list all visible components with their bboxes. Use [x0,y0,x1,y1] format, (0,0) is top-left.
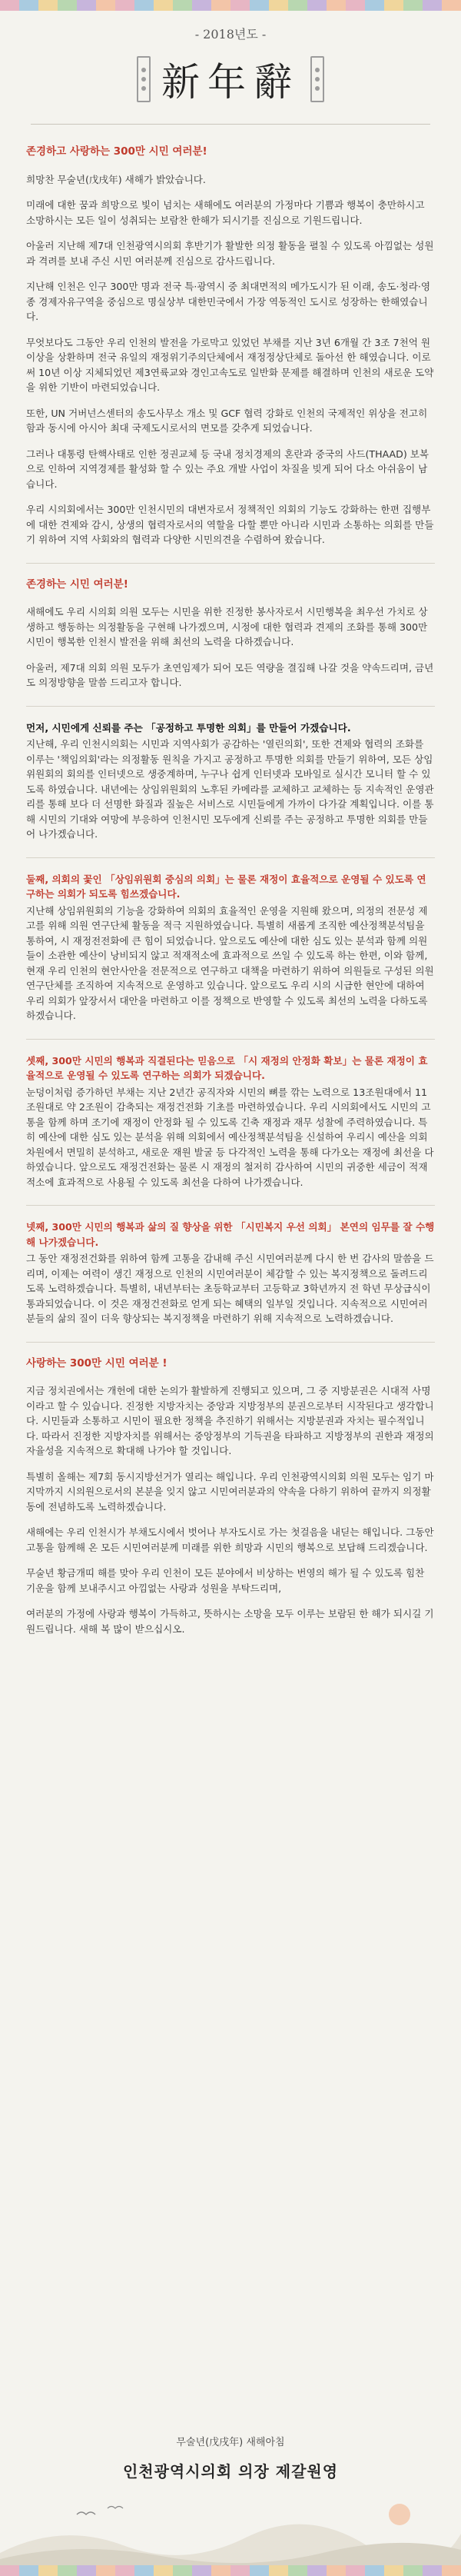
signature-name: 인천광역시의회 의장 제갈원영 [122,2462,339,2481]
section-divider [26,1205,435,1206]
section-heading-3: 셋째, 300만 시민의 행복과 직결된다는 믿음으로 「시 재정의 안정화 확보」는 물론 재정이 효율적으로 운영될 수 있도록 연구하는 의회가 되겠습니다. [26,1054,428,1081]
page-header [0,17,461,132]
intro-paragraph: 아울러 지난해 제7대 인천광역시의회 후반기가 활발한 의정 활동을 펼칠 수 있도록 아낌없는 성원과 격려를 보내 주신 시민 여러분께 진심으로 감사드립니다. [26,240,434,267]
salutation-2: 존경하는 시민 여러분! [26,577,128,591]
section-divider [26,1039,435,1040]
top-color-band [0,0,461,11]
mid-paragraph: 아울러, 제7대 의회 의원 모두가 초연임제가 되어 모든 역량을 결집해 나갈 것을 약속드리며, 금년도 의정방향을 말씀 드리고자 합니다. [26,661,434,688]
page-title: 新年辭 [161,60,300,105]
section-heading-1: 먼저, 시민에게 신뢰를 주는 「공정하고 투명한 의회」를 만들어 가겠습니다. [26,721,351,734]
section-divider [26,1342,435,1343]
section-text-2: 지난해 상임위원회의 기능을 강화하여 의회의 효율적인 운영을 지원해 왔으며, 의정의 전문성 제고를 위해 의원 연구단체 활동을 적극 지원하였습니다. 특별히 새롭게 조직한 예산정책분석팀을 통하여, 시 재정전전화에 큰 힘이 되었습니다. 앞으로도 예산에 대한 심도 있는 분석과 함께 의원들이 소관한 예산이 낭비되지 않고 적재적소에 효과적으로 쓰일 수 있도록 하는 한편, 이와 함께, 현재 우리 인천의 현안사안을 전문적으로 연구하고 대책을 마련하기 위하여 의원들로 구성된 의원연구단체를 조직하여 지속적으로 운영하고 있습니다. 앞으로도 우리 시의 시급한 현안에 대하여 우리 의회가 앞장서서 대안을 마련하고 이를 정책으로 반영할 수 있도록 최선의 노력을 다하도록 하겠습니다. [26,904,434,1021]
section-divider [26,706,435,707]
address-body [26,145,435,1647]
section-divider [26,857,435,858]
title-row [0,52,461,107]
year-label: - 2018년도 - [194,27,267,42]
intro-paragraph: 희망찬 무술년(戊戌年) 새해가 밝았습니다. [26,173,206,185]
closing-paragraph: 특별히 올해는 제7회 동시지방선거가 열리는 해입니다. 우리 인천광역시의회 의원 모두는 임기 마지막까지 시의원으로서의 본분을 잊지 않고 시민여러분과의 약속을 다하기 위하여 끝까지 의정활동에 전념하도록 노력하겠습니다. [26,1470,434,1513]
section-divider [26,563,435,564]
intro-paragraph: 지난해 인천은 인구 300만 명과 전국 특·광역시 중 최대면적의 메가도시가 된 이래, 송도·청라·영종 경제자유구역을 중심으로 명실상부 대한민국에서 가장 역동적인 도시로 성장하는 한해였습니다. [26,281,431,322]
section-heading-4: 넷째, 300만 시민의 행복과 삶의 질 향상을 위한 「시민복지 우선 의회」 본연의 임무를 잘 수행해 나가겠습니다. [26,1221,435,1248]
ornament-right-icon [310,56,324,102]
salutation-3: 사랑하는 300만 시민 여러분 ! [26,1356,167,1370]
bottom-color-band [0,2565,461,2576]
section-text-4: 그 동안 재정전건화를 위하여 함께 고통을 감내해 주신 시민여러분께 다시 한 번 감사의 말씀을 드리며, 이제는 여력이 생긴 재정으로 인천의 시민여러분이 체감할 수 있는 복지정책으로 돌려드리도록 노력하겠습니다. 특별히, 내년부터는 초등학교부터 고등학교 3학년까지 전 학년 무상급식이 통과되었습니다. 이 것은 재정건전화로 얻게 되는 혜택의 일부일 것입니다. 지속적으로 시민여러분들의 삶의 질이 더욱 향상되는 복지정책을 마련하기 위해 지속적으로 노력하겠습니다. [26,1253,434,1324]
section-heading-2: 둘째, 의회의 꽃인 「상임위원회 중심의 의회」는 물론 재정이 효율적으로 운영될 수 있도록 연구하는 의회가 되도록 힘쓰겠습니다. [26,873,426,900]
intro-paragraph: 그러나 대통령 탄핵사태로 인한 정권교체 등 국내 정치경제의 혼란과 중국의 사드(THAAD) 보복으로 인하여 지역경제를 활성화 할 수 있는 주요 개발 사업이 차질을 빚게 되어 다소 아쉬움이 남습니다. [26,448,429,490]
section-text-1: 지난해, 우리 인천시의회는 시민과 지역사회가 공감하는 '열린의회', 또한 견제와 협력의 조화를 이루는 '책임의회'라는 의정활동 원칙을 가지고 공정하고 투명한 의회를 만들기 위하여, 모든 상임위원회의 회의를 인터넷으로 생중계하며, 누구나 쉽게 인터넷과 모바일로 실시간 모니터 할 수 있도록 하였습니다. 내년에는 상임위원회의 노후된 카메라를 교체하고 교체하는 등 지속적인 운영관리를 통해 보다 더 선명한 화질과 질높은 서비스로 시민들에게 가까이 다가갈 계획입니다. 이를 통해 시민의 기대와 여망에 부응하여 인천시민 모두에게 신뢰를 주는 공정하고 투명한 의회를 만들어 나가겠습니다. [26,738,434,840]
signature-date: 무술년(戊戌年) 새해아침 [176,2437,285,2448]
mid-paragraph: 새해에도 우리 시의회 의원 모두는 시민을 위한 진정한 봉사자로서 시민행복을 최우선 가치로 상생하고 행동하는 의정활동을 구현해 나가겠으며, 시정에 대한 협력과 견제의 조화를 통해 300만 시민이 행복한 인천시 발전을 위해 최선의 노력을 다하겠습니다. [26,606,428,647]
section-text-3: 눈덩이처럼 증가하던 부채는 지난 2년간 공직자와 시민의 뼈를 깎는 노력으로 13조원대에서 11조원대로 약 2조원이 감축되는 재정건전화 기초를 마련하였습니다. 우리 시의회에서도 시민의 고통을 함께 하며 조기에 재정이 안정화 될 수 있도록 긴축 재정과 재무 성찰에 주력하였습니다. 특히 예산에 대한 심도 있는 분석을 위해 의회에서 예산정책분석팀을 신설하여 우리시 예산을 의회 차원에서 면밀히 분석하고, 새로운 재원 발굴 등 다각적인 노력을 통해 다가오는 재정에 최선을 다하였습니다. 앞으로도 재정건전화는 물론 시 재정의 철저히 감사하여 시민의 귀중한 세금이 적재적소에 효과적으로 사용될 수 있도록 최선을 다하여 나가겠습니다. [26,1086,434,1188]
signature-block [0,2434,461,2481]
closing-paragraph: 새해에는 우리 인천시가 부채도시에서 벗어나 부자도시로 가는 첫걸음을 내딛는 해입니다. 그동안 고통을 함께해 온 모든 시민여러분께 미래를 위한 희망과 시민의 행복으로 보답해 드리겠습니다. [26,1526,434,1553]
intro-paragraph: 우리 시의회에서는 300만 인천시민의 대변자로서 정책적인 의회의 기능도 강화하는 한편 집행부에 대한 견제와 감시, 상생의 협력자로서의 역할을 다할 뿐만 아니라 시민과 소통하는 의회를 만들기 위하여 지역 사회와의 협력과 다양한 시민의견을 수렴하여 왔습니다. [26,504,434,545]
intro-paragraph: 미래에 대한 꿈과 희망으로 빛이 넘치는 새해에도 여러분의 가정마다 기쁨과 행복이 충만하시고 소망하시는 모든 일이 성취되는 보람찬 한해가 되시기를 진심으로 기원드립니다. [26,199,425,226]
closing-paragraph: 지금 정치권에서는 개헌에 대한 논의가 활발하게 진행되고 있으며, 그 중 지방분권은 시대적 사명이라고 할 수 있습니다. 진정한 지방자치는 중앙과 지방정부의 분권으로부터 시작된다고 생각합니다. 시민들과 소통하고 시민이 필요한 정책을 추진하기 위해서는 지방분권과 자치는 필수적입니다. 따라서 진정한 지방자치를 위해서는 중앙정부의 기득권을 타파하고 지방정부의 권한과 재정의 자율성을 지속적으로 확대해 나가야 할 것입니다. [26,1385,434,1456]
header-divider [31,124,430,125]
salutation-1: 존경하고 사랑하는 300만 시민 여러분! [26,145,207,158]
intro-paragraph: 무엇보다도 그동안 우리 인천의 발전을 가로막고 있었던 부채를 지난 3년 6개월 간 3조 7천억 원 이상을 상환하며 전국 유일의 재정위기주의단체에서 재정정상단체로 돌아선 한 해였습니다. 이로써 10년 이상 지체되었던 제3연륙교와 경인고속도로 일반화 문제를 해결하며 인천의 새로운 도약을 위한 기반이 마련되었습니다. [26,336,434,393]
intro-paragraph: 또한, UN 거버넌스센터의 송도사무소 개소 및 GCF 협력 강화로 인천의 국제적인 위상을 전고히 함과 동시에 아시아 최대 국제도시로서의 면모를 갖추게 되었습니다. [26,407,428,434]
closing-paragraph: 여러분의 가정에 사랑과 행복이 가득하고, 뜻하시는 소망을 모두 이루는 보람된 한 해가 되시길 기원드립니다. 새해 복 많이 받으십시오. [26,1608,434,1635]
landscape-illustration-icon [0,2491,461,2565]
ornament-left-icon [137,56,151,102]
closing-paragraph: 무술년 황금개띠 해를 맞아 우리 인천이 모든 분야에서 비상하는 번영의 해가 될 수 있도록 힘찬 기운을 함께 보내주시고 아낌없는 사랑과 성원을 부탁드리며, [26,1567,425,1594]
